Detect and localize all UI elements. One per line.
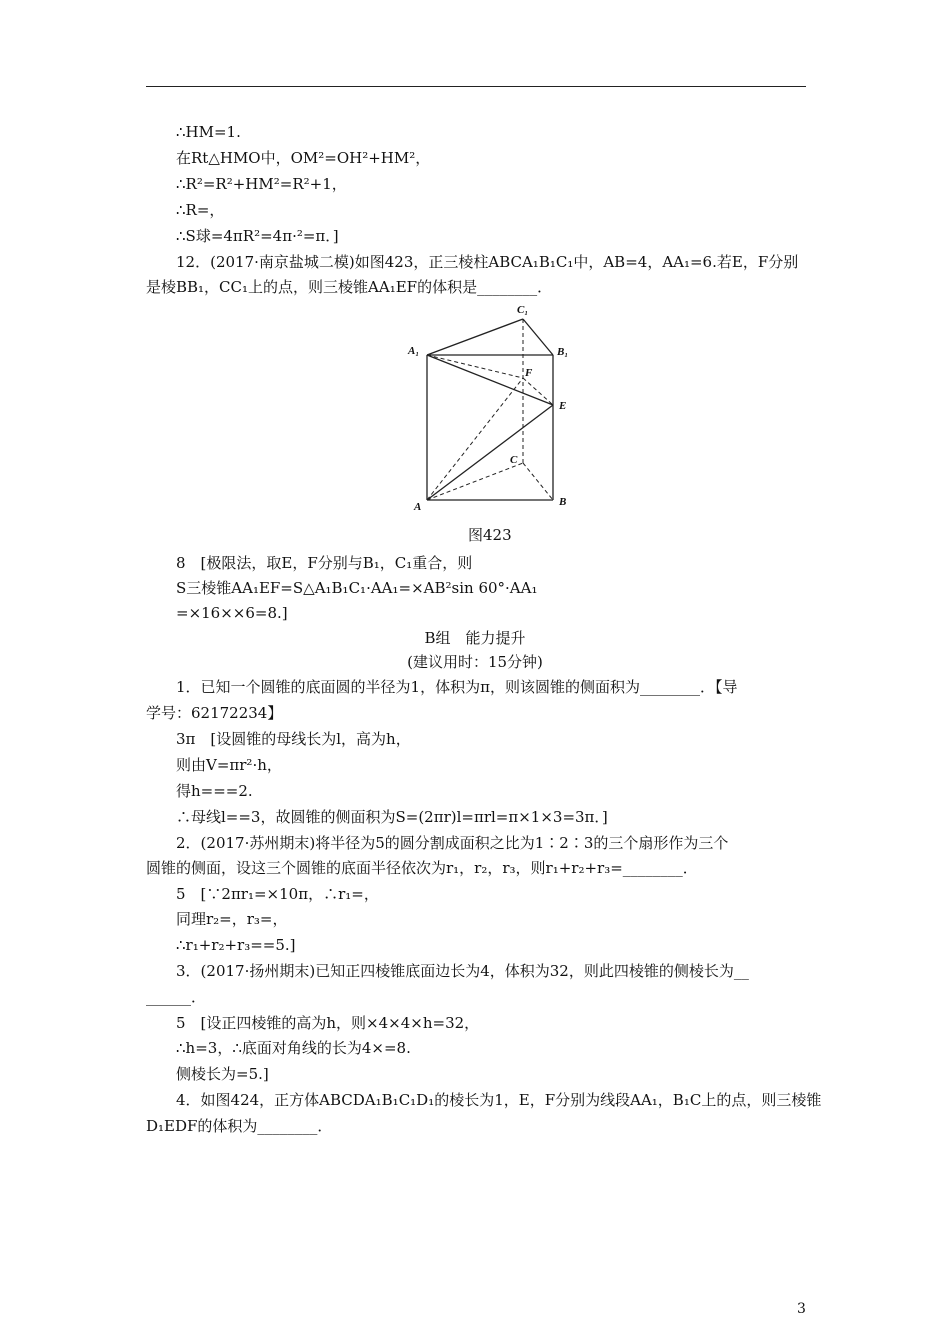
text-line: 12．(2017·南京盐城二模)如图423，正三棱柱ABCA₁B₁C₁中，AB=4，AA₁=6.若E，F分别 [176, 253, 799, 271]
text-line: ∴r₁+r₂+r₃==5.] [176, 936, 296, 954]
edge-C-B [523, 463, 553, 500]
text-line: S三棱锥AA₁EF=S△A₁B₁C₁·AA₁=×AB²sin 60°·AA₁ [176, 579, 538, 597]
text-line: 在Rt△HMO中，OM²=OH²+HM²， [176, 149, 431, 167]
text-line: 5 [∵2πr₁=×10π，∴r₁=， [176, 885, 379, 903]
text-line: ∴R=， [176, 201, 225, 219]
section-title: B组 能力提升 [424, 629, 526, 647]
text-line: 8 [极限法，取E，F分别与B₁，C₁重合，则 [176, 554, 473, 572]
label-B: B [559, 496, 567, 508]
text-line: 2．(2017·苏州期末)将半径为5的圆分割成面积之比为1∶2∶3的三个扇形作为三个 [176, 834, 729, 852]
text-line: 同理r₂=，r₃=， [176, 910, 288, 928]
text-line: 是棱BB₁，CC₁上的点，则三棱锥AA₁EF的体积是________． [146, 278, 553, 296]
label-A1: A₁ [408, 345, 420, 357]
text-line: D₁EDF的体积为________． [146, 1117, 333, 1135]
section-subtitle: (建议用时：15分钟) [407, 653, 543, 671]
text-line: ∴S球=4πR²=4π·²=π．] [176, 227, 339, 245]
text-line: ______． [146, 988, 207, 1006]
text-line: 侧棱长为=5.] [176, 1065, 269, 1083]
edge-C1-B1 [523, 319, 553, 355]
edge-F-E [523, 378, 553, 405]
text-line: 4．如图424，正方体ABCDA₁B₁C₁D₁的棱长为1，E，F分别为线段AA₁，B₁C上的点，则三棱锥 [176, 1091, 822, 1109]
text-line: 圆锥的侧面，设这三个圆锥的底面半径依次为r₁，r₂，r₃，则r₁+r₂+r₃=________． [146, 859, 698, 877]
text-line: =×16××6=8.] [176, 604, 288, 622]
text-line: ∴h=3，∴底面对角线的长为4×=8. [176, 1039, 411, 1057]
text-line: ∴HM=1. [176, 123, 241, 141]
label-F: F [525, 367, 533, 379]
label-A: A [414, 501, 422, 513]
text-line: ∴母线l==3，故圆锥的侧面积为S=(2πr)l=πrl=π×1×3=3π．] [176, 808, 608, 826]
text-line: 得h===2. [176, 782, 253, 800]
text-line: 3π [设圆锥的母线长为l，高为h， [176, 730, 411, 748]
text-line: 1．已知一个圆锥的底面圆的半径为1，体积为π，则该圆锥的侧面积为________．【导 [176, 678, 738, 696]
edge-A1-E [427, 355, 553, 405]
label-C1: C₁ [517, 304, 529, 316]
text-line: 则由V=πr²·h， [176, 756, 282, 774]
label-E: E [559, 400, 567, 412]
text-line: 3．(2017·扬州期末)已知正四棱锥底面边长为4，体积为32，则此四棱锥的侧棱长为__ [176, 962, 749, 980]
figure-caption: 图423 [468, 526, 512, 544]
label-C: C [510, 454, 518, 466]
text-line: 5 [设正四棱锥的高为h，则×4×4×h=32， [176, 1014, 480, 1032]
prism-figure [405, 300, 575, 515]
label-B1: B₁ [557, 346, 569, 358]
text-line: ∴R²=R²+HM²=R²+1， [176, 175, 347, 193]
page-number: 3 [797, 1301, 806, 1317]
text-line: 学号：62172234】 [146, 704, 283, 722]
header-rule [146, 86, 806, 87]
edge-A-E [427, 405, 553, 500]
edge-A1-C1 [427, 319, 523, 355]
